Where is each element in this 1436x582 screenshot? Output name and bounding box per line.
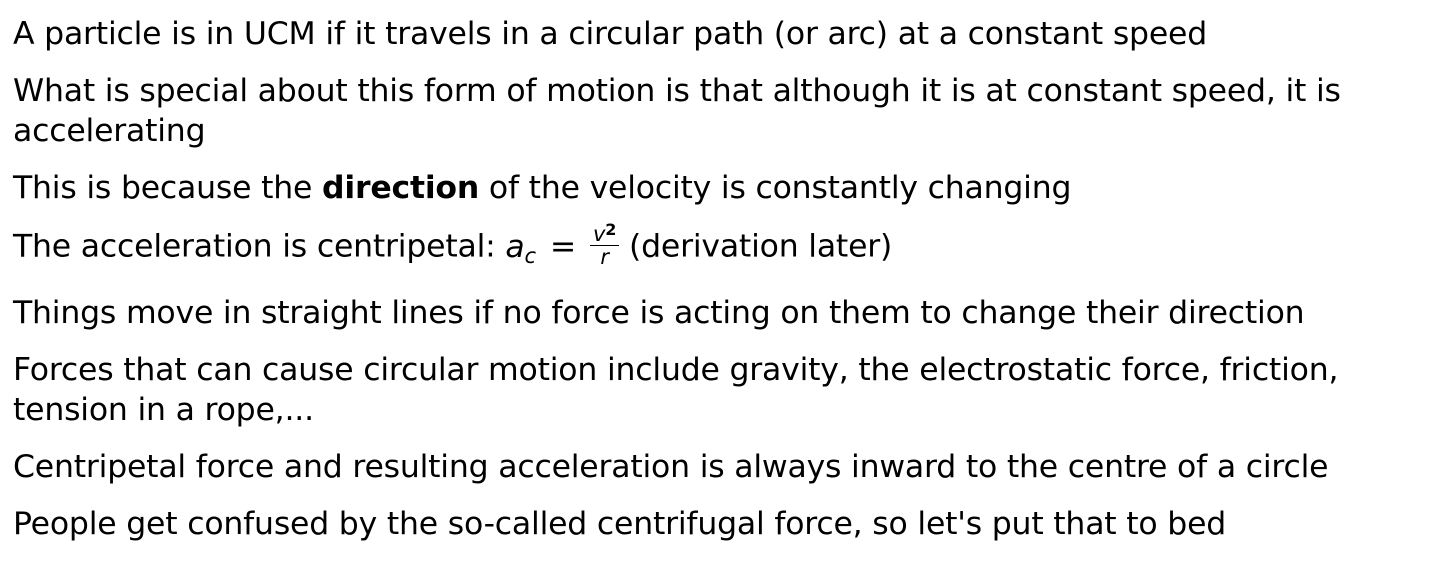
point-direction-text-after: of the velocity is constantly changing <box>479 170 1072 206</box>
direction-emphasis: direction <box>322 170 480 206</box>
formula-exponent: 2 <box>605 220 617 239</box>
formula-denominator: r <box>600 245 609 269</box>
point-direction-changing <box>13 168 1424 208</box>
point-centripetal-formula <box>13 220 1424 276</box>
formula-fraction <box>590 220 619 269</box>
point-ucm-definition: A particle is in UCM if it travels in a circular path (or arc) at a constant speed <box>13 16 1207 52</box>
point-direction-text-before: This is because the <box>13 170 323 206</box>
formula-prefix: The acceleration is centripetal: <box>13 228 506 265</box>
formula-equals: = <box>549 228 577 265</box>
centripetal-acceleration-formula <box>505 220 619 269</box>
point-straight-lines: Things move in straight lines if no force is acting on them to change their direction <box>13 294 1305 331</box>
point-inward-direction: Centripetal force and resulting acceleration is always inward to the centre of a circle <box>13 448 1329 485</box>
point-forces-list: Forces that can cause circular motion include gravity, the electrostatic force, friction, tension in a rope,... <box>13 351 1339 428</box>
formula-v: v <box>593 222 606 246</box>
formula-numerator <box>590 220 619 246</box>
formula-suffix: (derivation later) <box>619 228 893 265</box>
point-accelerating: What is special about this form of motion is that although it is at constant speed, it is accelerating <box>13 73 1341 149</box>
formula-subscript-c: c <box>524 243 536 268</box>
point-centrifugal: People get confused by the so-called centrifugal force, so let's put that to bed <box>13 505 1227 542</box>
formula-symbol-a: a <box>505 228 525 265</box>
